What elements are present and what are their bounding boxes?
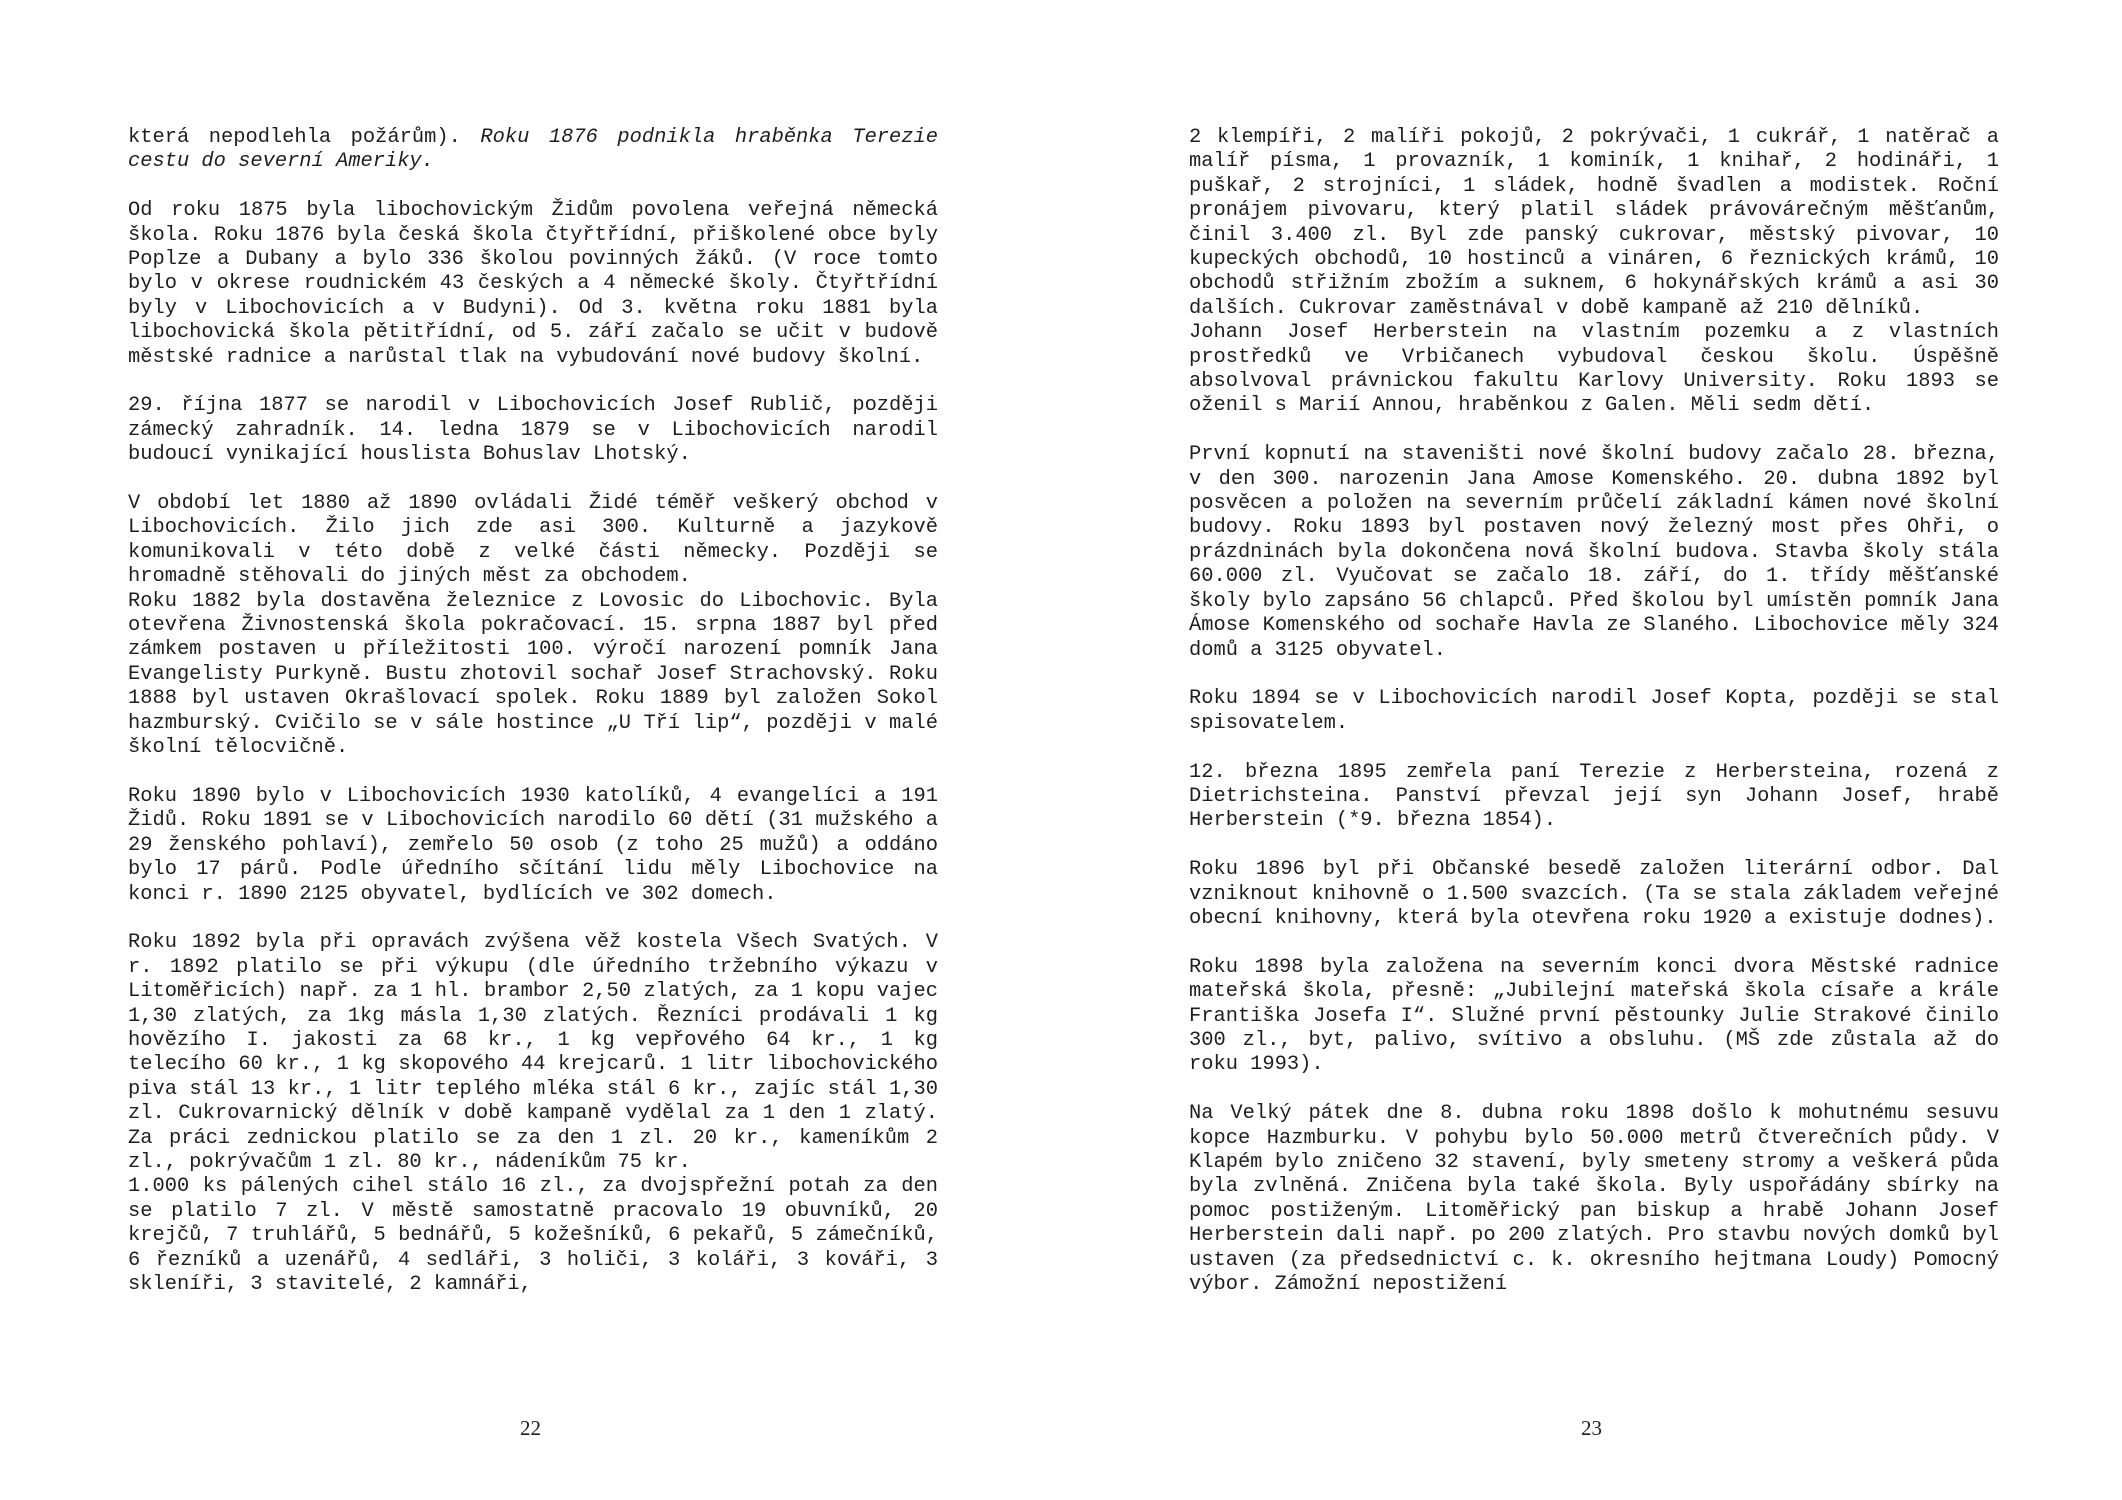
paragraph: Roku 1896 byl při Občanské besedě založen literární odbor. Dal vzniknout knihovně o 1.500 svazcích. (Ta se stala základem veřejné obecní knihovny, která byla otevřena roku 1920 a existuje dodnes).: [1189, 858, 1999, 930]
left-text-column: [128, 126, 938, 1297]
paragraph: 2 klempíři, 2 malíři pokojů, 2 pokrývači, 1 cukrář, 1 natěrač a malíř písma, 1 provazník, 1 kominík, 1 knihař, 2 hodináři, 1 puškař, 2 strojníci, 1 sládek, hodně švadlen a modistek. Roční pronájem pivovaru, který platil sládek právovárečným měšťanům, činil 3.400 zl. Byl zde panský cukrovar, městský pivovar, 10 kupeckých obchodů, 10 hostinců a vináren, 6 řeznických krámů, 10 obchodů střižním zbožím a suknem, 6 hokynářských krámů a asi 30 dalších. Cukrovar zaměstnával v době kampaně až 210 dělníků.: [1189, 126, 1999, 320]
paragraph: Roku 1894 se v Libochovicích narodil Josef Kopta, později se stal spisovatelem.: [1189, 687, 1999, 735]
paragraph: 29. října 1877 se narodil v Libochovicích Josef Rublič, později zámecký zahradník. 14. ledna 1879 se v Libochovicích narodil budoucí vynikající houslista Bohuslav Lhotský.: [128, 394, 938, 467]
paragraph: Roku 1890 bylo v Libochovicích 1930 katolíků, 4 evangelíci a 191 Židů. Roku 1891 se v Libochovicích narodilo 60 dětí (31 mužského a 29 ženského pohlaví), zemřelo 50 osob (z toho 25 mužů) a oddáno bylo 17 párů. Podle úředního sčítání lidu měly Libochovice na konci r. 1890 2125 obyvatel, bydlících ve 302 domech.: [128, 784, 938, 906]
page-number: 23: [1581, 1416, 1602, 1440]
paragraph: V období let 1880 až 1890 ovládali Židé téměř veškerý obchod v Libochovicích. Žilo jich zde asi 300. Kulturně a jazykově komunikovali v této době z velké části německy. Později se hromadně stěhovali do jiných měst za obchodem.: [128, 492, 938, 589]
paragraph: Na Velký pátek dne 8. dubna roku 1898 došlo k mohutnému sesuvu kopce Hazmburku. V pohybu bylo 50.000 metrů čtverečních půdy. V Klapém bylo zničeno 32 stavení, byly smeteny stromy a veškerá půda byla zvlněná. Zničena byla také škola. Byly uspořádány sbírky na pomoc postiženým. Litoměřický pan biskup a hrabě Johann Josef Herberstein dali např. po 200 zlatých. Pro stavbu nových domků byl ustaven (za předsednictví c. k. okresního hejtmana Loudy) Pomocný výbor. Zámožní nepostižení: [1189, 1102, 1999, 1296]
paragraph: 12. března 1895 zemřela paní Terezie z Herbersteina, rozená z Dietrichsteina. Panství převzal její syn Johann Josef, hrabě Herberstein (*9. března 1854).: [1189, 760, 1999, 833]
paragraph: [128, 126, 938, 175]
paragraph: Roku 1882 byla dostavěna železnice z Lovosic do Libochovic. Byla otevřena Živnostenská škola pokračovací. 15. srpna 1887 byl před zámkem postaven u příležitosti 100. výročí narození pomník Jana Evangelisty Purkyně. Bustu zhotovil sochař Josef Strachovský. Roku 1888 byl ustaven Okrašlovací spolek. Roku 1889 byl založen Sokol hazmburský. Cvičilo se v sále hostince „U Tří lip“, později v malé školní tělocvičně.: [128, 589, 938, 760]
right-text-column: [1189, 126, 1999, 1297]
paragraph: Od roku 1875 byla libochovickým Židům povolena veřejná německá škola. Roku 1876 byla česká škola čtyřtřídní, přiškolené obce byly Poplze a Dubany a bylo 336 školou povinných žáků. (V roce tomto bylo v okrese roudnickém 43 českých a 4 německé školy. Čtyřtřídní byly v Libochovicích a v Budyni). Od 3. května roku 1881 byla libochovická škola pětitřídní, od 5. září začalo se učit v budově městské radnice a narůstal tlak na vybudování nové budovy školní.: [128, 199, 938, 369]
paragraph: Roku 1892 byla při opravách zvýšena věž kostela Všech Svatých. V r. 1892 platilo se při výkupu (dle úředního tržebního výkazu v Litoměřicích) např. za 1 hl. brambor 2,50 zlatých, za 1 kopu vajec 1,30 zlatých, za 1kg másla 1,30 zlatých. Řezníci prodávali 1 kg hovězího I. jakosti za 68 kr., 1 kg vepřového 64 kr., 1 kg telecího 60 kr., 1 kg skopového 44 krejcarů. 1 litr libochovického piva stál 13 kr., 1 litr teplého mléka stál 6 kr., zajíc stál 1,30 zl. Cukrovarnický dělník v době kampaně vydělal za 1 den 1 zlatý. Za práci zednickou platilo se za den 1 zl. 20 kr., kameníkům 2 zl., pokrývačům 1 zl. 80 kr., nádeníkům 75 kr.: [128, 931, 938, 1174]
paragraph: Johann Josef Herberstein na vlastním pozemku a z vlastních prostředků ve Vrbičanech vybudoval českou školu. Úspěšně absolvoval právnickou fakultu Karlovy University. Roku 1893 se oženil s Marií Annou, hraběnkou z Galen. Měli sedm dětí.: [1189, 321, 1999, 418]
paragraph: První kopnutí na staveništi nové školní budovy začalo 28. března, v den 300. narozenin Jana Amose Komenského. 20. dubna 1892 byl posvěcen a položen na severním průčelí základní kámen nové školní budovy. Roku 1893 byl postaven nový železný most přes Ohři, o prázdninách byla dokončena nová školní budova. Stavba školy stála 60.000 zl. Vyučovat se začalo 18. září, do 1. třídy měšťanské školy bylo zapsáno 56 chlapců. Před školou byl umístěn pomník Jana Ámose Komenského od sochaře Havla ze Slaného. Libochovice měly 324 domů a 3125 obyvatel.: [1189, 443, 1999, 662]
paragraph-italic-text: Roku 1876 podnikla hraběnka Terezie cestu do severní Ameriky.: [128, 126, 938, 174]
paragraph-text: která nepodlehla požárům).: [128, 126, 461, 149]
paragraph: Roku 1898 byla založena na severním konci dvora Městské radnice mateřská škola, přesně: „Jubilejní mateřská škola císaře a krále Františka Josefa I“. Služné první pěstounky Julie Strakové činilo 300 zl., byt, palivo, svítivo a obsluhu. (MŠ zde zůstala až do roku 1993).: [1189, 955, 1999, 1077]
right-page: [1061, 0, 2122, 1500]
paragraph: 1.000 ks pálených cihel stálo 16 zl., za dvojspřežní potah za den se platilo 7 zl. V městě samostatně pracovalo 19 obuvníků, 20 krejčů, 7 truhlářů, 5 bednářů, 5 kožešníků, 6 pekařů, 5 zámečníků, 6 řezníků a uzenářů, 4 sedláři, 3 holiči, 3 koláři, 3 kováři, 3 skleníři, 3 stavitelé, 2 kamnáři,: [128, 1175, 938, 1297]
page-number: 22: [520, 1416, 541, 1440]
